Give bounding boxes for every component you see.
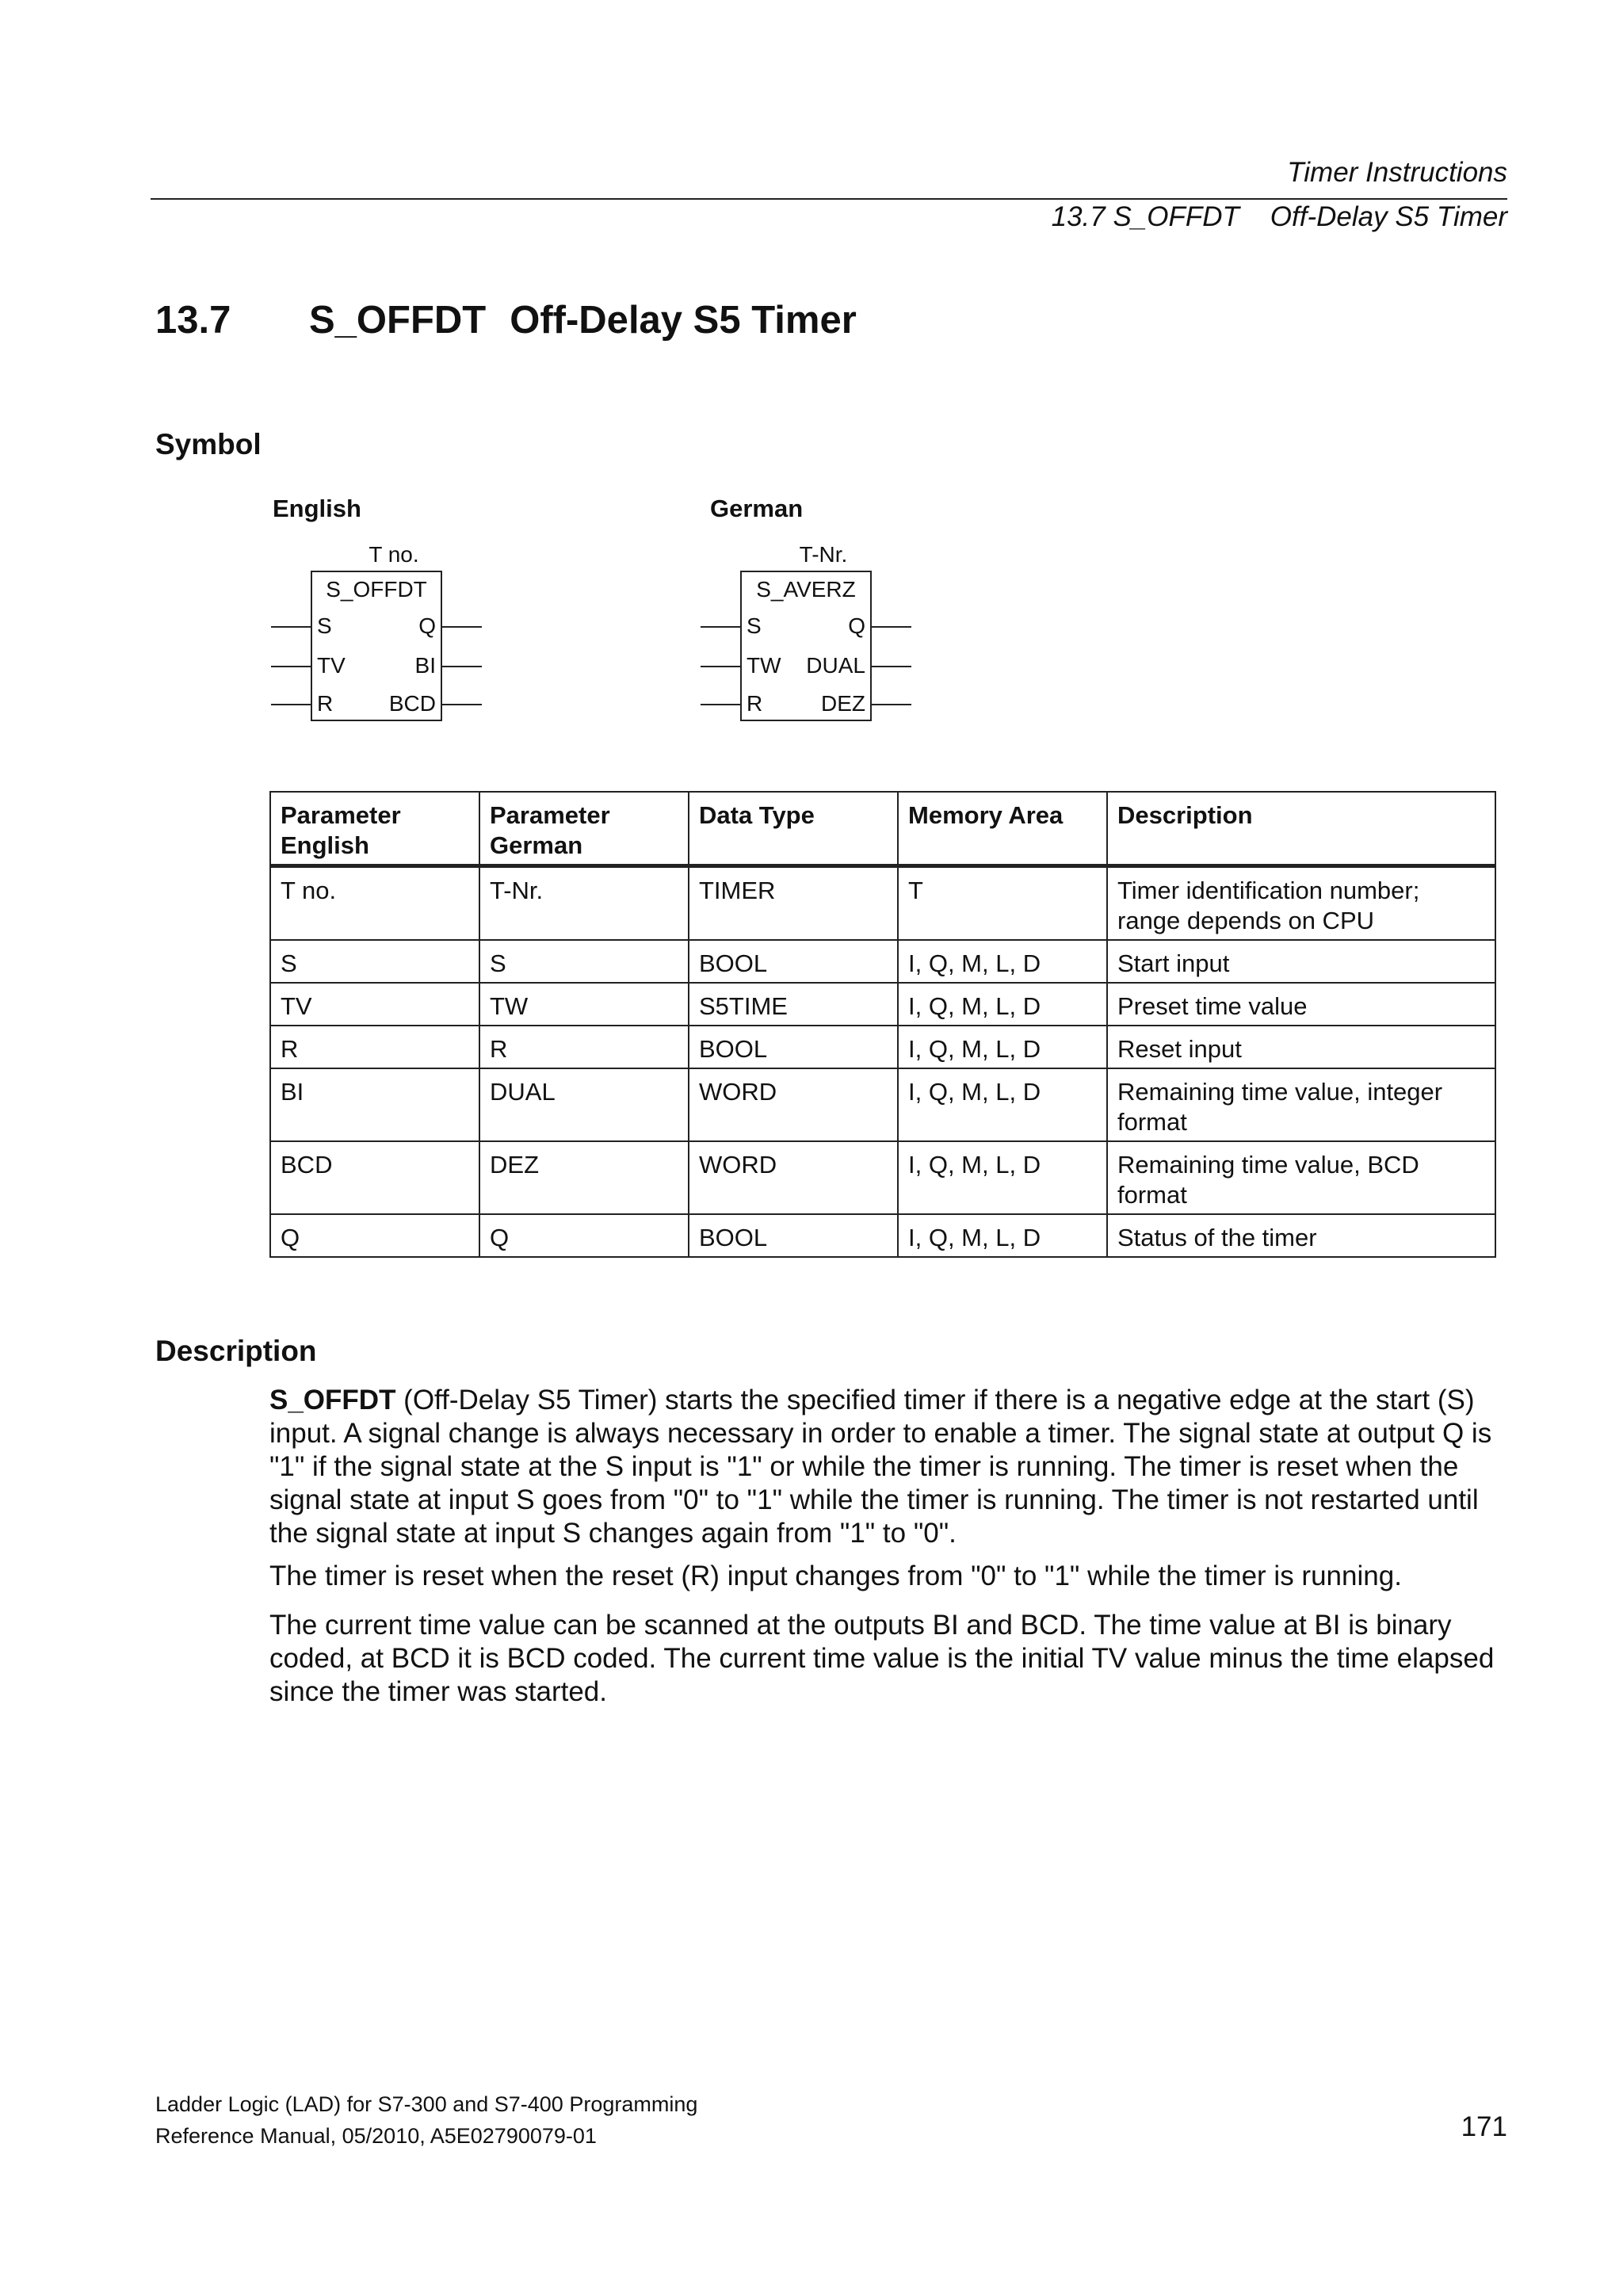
german-symbol-diagram — [701, 542, 962, 780]
german-label: German — [710, 495, 804, 522]
german-pin-dez: DEZ — [821, 691, 865, 716]
description-term: S_OFFDT — [269, 1385, 396, 1415]
header-rule — [151, 198, 1507, 200]
english-pin-s: S — [317, 613, 332, 638]
footer-line-1: Ladder Logic (LAD) for S7-300 and S7-400 Programming — [155, 2092, 698, 2116]
table-row — [270, 983, 1495, 1026]
english-pin-bcd: BCD — [388, 691, 436, 716]
english-pin-tv: TV — [317, 653, 346, 678]
english-wire-s — [271, 626, 311, 628]
german-wire-dual — [872, 666, 911, 667]
table-cell: T — [898, 866, 1107, 941]
footer-line-2: Reference Manual, 05/2010, A5E02790079-01 — [155, 2124, 597, 2148]
english-box-name: S_OFFDT — [326, 577, 427, 602]
german-wire-r — [701, 704, 740, 705]
description-paragraph-3: The current time value can be scanned at the outputs BI and BCD. The time value at BI is binary coded, at BCD it is BCD coded. The current time value is the initial TV value minus the time elapsed since the timer was started. — [269, 1610, 1495, 1707]
table-cell: BOOL — [689, 940, 898, 983]
table-cell: Q — [479, 1214, 689, 1257]
table-row — [270, 1068, 1495, 1141]
table-row — [270, 1141, 1495, 1214]
table-cell: TV — [270, 983, 479, 1026]
table-cell: BOOL — [689, 1214, 898, 1257]
table-cell: T-Nr. — [479, 866, 689, 941]
page-number: 171 — [1461, 2111, 1507, 2142]
english-wire-bi — [442, 666, 482, 667]
table-row — [270, 1026, 1495, 1068]
table-cell: Start input — [1107, 940, 1495, 983]
description-paragraph-1-text: (Off-Delay S5 Timer) starts the specified timer if there is a negative edge at the start (S) input. A signal change is always necessary in order to enable a timer. The signal state at output Q is "1" if the signal state at the S input is "1" or while the timer is running. The timer is reset when the signal state at input S goes from "0" to "1" while the timer is running. The timer is not restarted until the signal state at input S changes again from "1" to "0". — [269, 1385, 1492, 1549]
german-wire-s — [701, 626, 740, 628]
table-cell: Timer identification number; range depends on CPU — [1107, 866, 1495, 941]
english-function-box — [311, 571, 442, 721]
table-cell: S — [270, 940, 479, 983]
table-cell: Preset time value — [1107, 983, 1495, 1026]
table-cell: WORD — [689, 1068, 898, 1141]
table-cell: BOOL — [689, 1026, 898, 1068]
description-paragraph-2: The timer is reset when the reset (R) input changes from "0" to "1" while the timer is running. — [269, 1561, 1402, 1591]
symbol-heading: Symbol — [155, 428, 262, 460]
english-wire-tv — [271, 666, 311, 667]
description-paragraph-1 — [269, 1384, 1514, 1550]
german-pin-r: R — [747, 691, 763, 716]
table-cell: DEZ — [479, 1141, 689, 1214]
table-cell: BCD — [270, 1141, 479, 1214]
table-cell: Remaining time value, integer format — [1107, 1068, 1495, 1141]
page-footer — [155, 2088, 697, 2152]
col-data-type: Data Type — [689, 792, 898, 866]
german-pin-s: S — [747, 613, 762, 638]
table-cell: I, Q, M, L, D — [898, 1214, 1107, 1257]
parameter-table — [269, 791, 1496, 1258]
col-parameter-english: Parameter English — [270, 792, 479, 866]
table-cell: BI — [270, 1068, 479, 1141]
description-heading: Description — [155, 1335, 317, 1367]
german-function-box — [740, 571, 872, 721]
title-name: Off-Delay S5 Timer — [510, 299, 857, 342]
col-memory-area: Memory Area — [898, 792, 1107, 866]
german-wire-dez — [872, 704, 911, 705]
german-timer-number: T-Nr. — [799, 542, 848, 567]
table-cell: TW — [479, 983, 689, 1026]
german-wire-tw — [701, 666, 740, 667]
table-cell: I, Q, M, L, D — [898, 1026, 1107, 1068]
table-cell: I, Q, M, L, D — [898, 940, 1107, 983]
table-row — [270, 940, 1495, 983]
german-pin-tw: TW — [747, 653, 781, 678]
english-wire-q — [442, 626, 482, 628]
table-cell: I, Q, M, L, D — [898, 983, 1107, 1026]
table-cell: R — [479, 1026, 689, 1068]
german-wire-q — [872, 626, 911, 628]
table-cell: Status of the timer — [1107, 1214, 1495, 1257]
english-pin-q: Q — [418, 613, 436, 638]
table-cell: S — [479, 940, 689, 983]
running-header — [151, 157, 1507, 232]
english-pin-bi: BI — [414, 653, 436, 678]
table-cell: I, Q, M, L, D — [898, 1068, 1107, 1141]
col-parameter-german: Parameter German — [479, 792, 689, 866]
english-wire-r — [271, 704, 311, 705]
table-header-row — [270, 792, 1495, 866]
english-pin-r: R — [317, 691, 334, 716]
table-cell: R — [270, 1026, 479, 1068]
english-label: English — [273, 495, 361, 522]
table-row — [270, 1214, 1495, 1257]
table-cell: T no. — [270, 866, 479, 941]
german-box-name: S_AVERZ — [756, 577, 856, 602]
table-cell: Q — [270, 1214, 479, 1257]
english-symbol-diagram — [271, 542, 533, 780]
header-subsection: 13.7 S_OFFDT Off-Delay S5 Timer — [1051, 201, 1507, 232]
table-cell: WORD — [689, 1141, 898, 1214]
title-number: 13.7 — [155, 299, 231, 342]
table-cell: S5TIME — [689, 983, 898, 1026]
table-cell: Remaining time value, BCD format — [1107, 1141, 1495, 1214]
page-title — [155, 298, 857, 342]
table-cell: TIMER — [689, 866, 898, 941]
english-timer-number: T no. — [369, 542, 419, 567]
header-section: Timer Instructions — [1287, 157, 1507, 188]
german-pin-q: Q — [848, 613, 865, 638]
table-cell: I, Q, M, L, D — [898, 1141, 1107, 1214]
english-wire-bcd — [442, 704, 482, 705]
table-cell: Reset input — [1107, 1026, 1495, 1068]
title-code: S_OFFDT — [309, 299, 487, 342]
col-description: Description — [1107, 792, 1495, 866]
german-pin-dual: DUAL — [806, 653, 865, 678]
table-row — [270, 866, 1495, 941]
table-cell: DUAL — [479, 1068, 689, 1141]
